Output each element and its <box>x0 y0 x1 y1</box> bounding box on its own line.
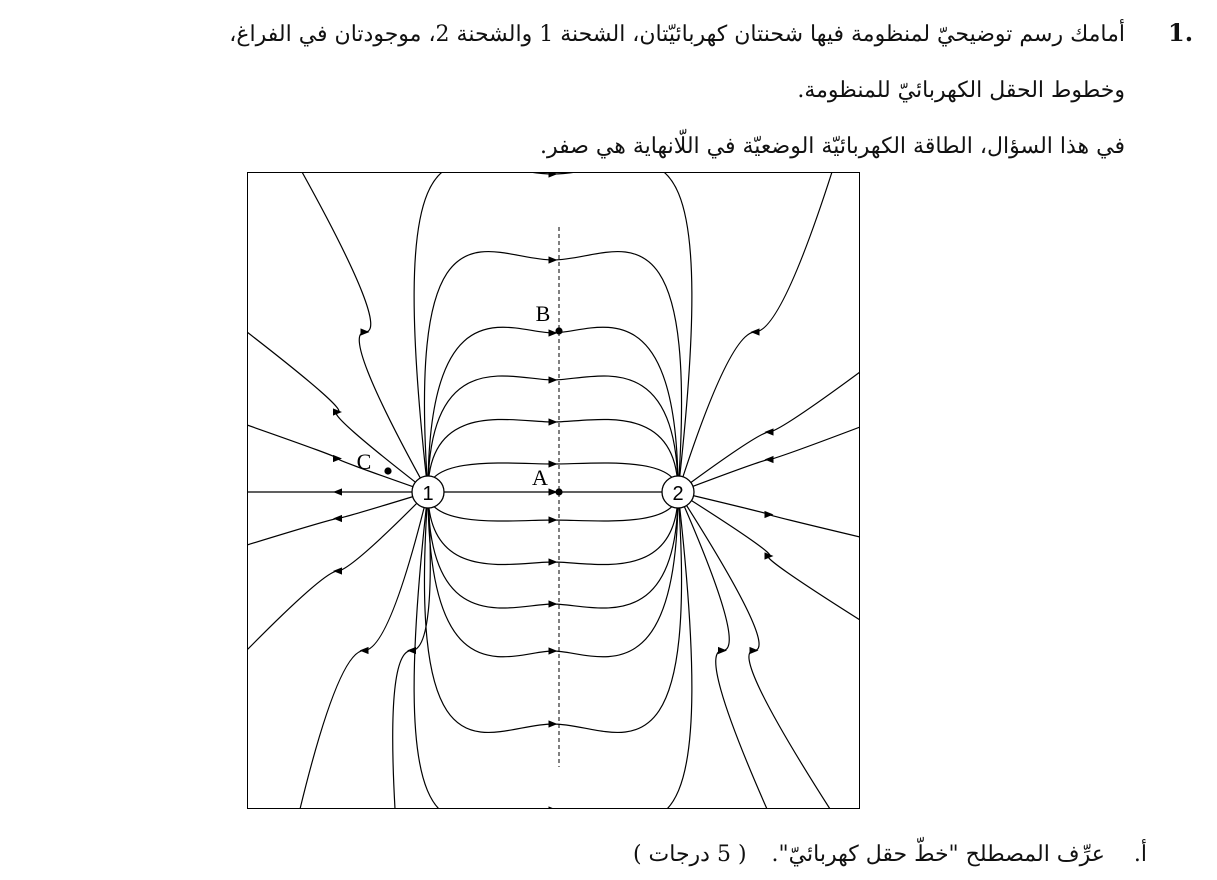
point-b-label: B <box>535 301 551 326</box>
part-a-marker: أ. <box>1133 842 1147 867</box>
part-a <box>633 842 1147 867</box>
point-c-label: C <box>356 449 372 474</box>
point-c-dot <box>384 467 391 474</box>
question-number: 1. <box>1168 18 1194 47</box>
part-a-text: عرِّف المصطلح "خطّ حقل كهربائيّ". <box>771 842 1105 867</box>
charge-1-label: 1 <box>422 483 434 505</box>
point-a-dot <box>555 488 562 495</box>
point-a-label: A <box>532 465 548 490</box>
question-text-line-1: أمامك رسم توضيحيّ لمنظومة فيها شحنتان كهربائيّتان، الشحنة 1 والشحنة 2، موجودتان في الفراغ، <box>229 22 1125 47</box>
charge-2-label: 2 <box>672 483 684 505</box>
figure-frame <box>248 173 860 809</box>
question-text-line-2: وخطوط الحقل الكهربائيّ للمنظومة. <box>797 78 1125 103</box>
field-lines-diagram <box>247 172 860 809</box>
point-b-dot <box>555 327 562 334</box>
question-text-line-3: في هذا السؤال، الطاقة الكهربائيّة الوضعيّة في اللّانهاية هي صفر. <box>539 134 1125 159</box>
part-a-points: ( 5 درجات ) <box>632 842 747 867</box>
